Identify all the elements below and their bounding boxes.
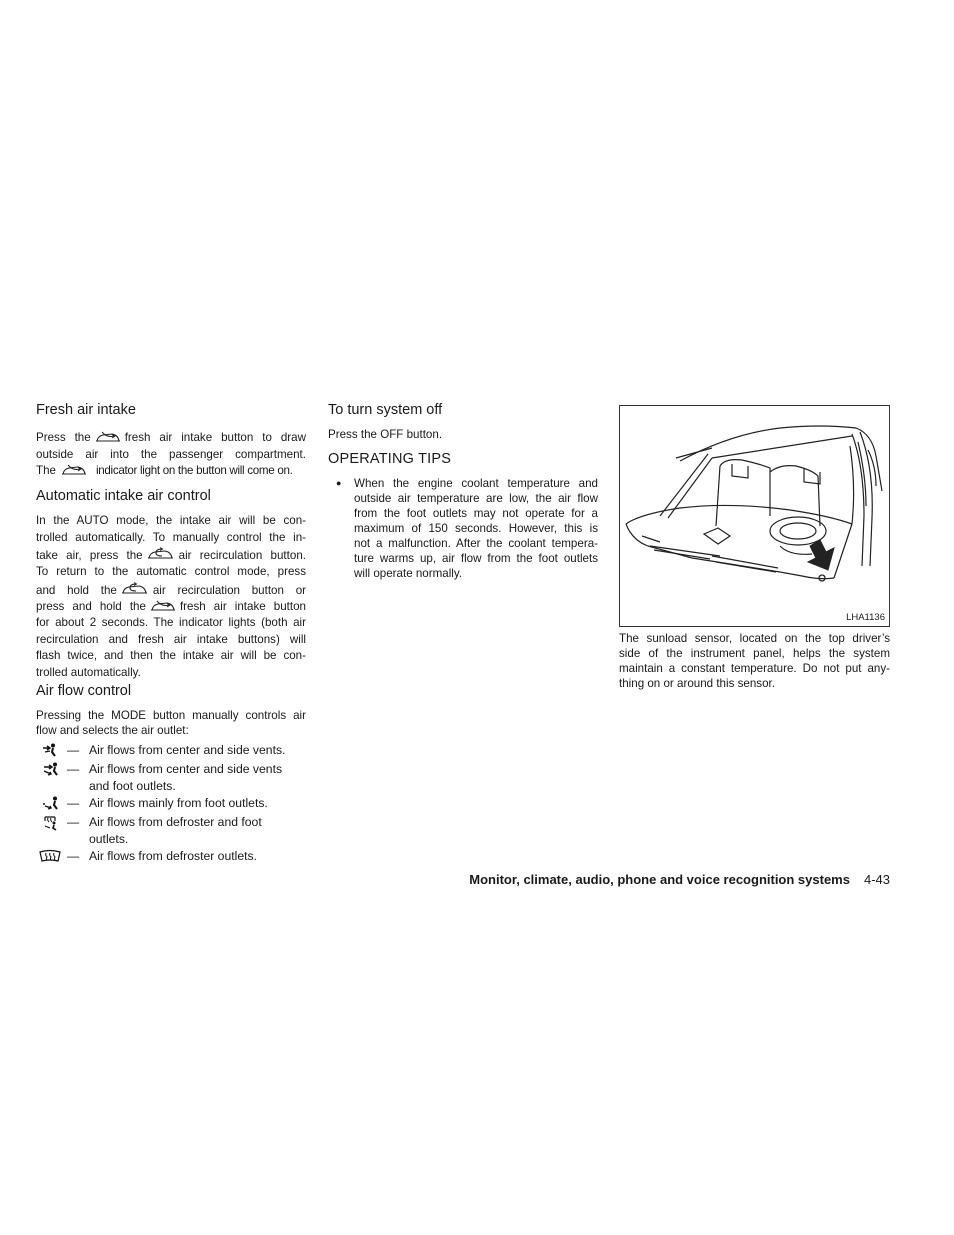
- fresh-air-intake-icon: [94, 430, 122, 444]
- list-item: — Air flows from defroster and foot outlets.: [36, 814, 306, 848]
- turn-off-heading: To turn system off: [328, 402, 443, 418]
- list-item: — Air flows from center and side vents and foot outlets.: [36, 761, 306, 795]
- sensor-arrow: [808, 540, 834, 570]
- page-footer: [469, 872, 890, 887]
- vent-defrost-foot-icon: [42, 815, 60, 836]
- footer-section-title: Monitor, climate, audio, phone and voice recognition systems: [469, 872, 850, 887]
- auto-intake-paragraph: In the AUTO mode, the intake air will be con- trolled automatically. To manually control the in- take air, press the air recirculation button. To return to the automatic control mode, press and hold the air recirculation button or press and hold the fresh air intake button for about 2 seconds. The indicator lights (both air recirculation and fresh air intake buttons) will flash twice, and then the intake air will be con- trolled automatically.: [36, 514, 306, 679]
- vent-foot-icon: [42, 796, 62, 815]
- fresh-air-heading: Fresh air intake: [36, 402, 136, 418]
- figure-label: LHA1136: [846, 612, 885, 623]
- air-flow-paragraph: Pressing the MODE button manually controls air flow and selects the air outlet:: [36, 709, 306, 737]
- fresh-air-intake-icon: [149, 599, 177, 613]
- air-recirculation-icon: [146, 546, 176, 562]
- sunload-sensor-caption: The sunload sensor, located on the top driver’s side of the instrument panel, helps the system maintain a constant temperature. Do not put any- thing on or around this sensor.: [619, 632, 890, 690]
- air-recirculation-icon: [120, 581, 150, 597]
- fresh-air-paragraph: Press the fresh air intake button to draw outside air into the passenger compartment. The indicator light on the button will come on.: [36, 431, 306, 477]
- fresh-air-intake-icon: [60, 463, 88, 477]
- vent-face-icon: [42, 743, 60, 762]
- turn-off-text: Press the OFF button.: [328, 428, 443, 441]
- car-interior-illustration: [620, 406, 889, 626]
- air-flow-heading: Air flow control: [36, 683, 132, 699]
- operating-tips-heading: OPERATING TIPS: [328, 451, 452, 467]
- defroster-icon: [39, 849, 61, 868]
- page-number: 4-43: [863, 872, 890, 887]
- vent-bilevel-icon: [42, 762, 62, 781]
- list-item: — Air flows mainly from foot outlets.: [36, 795, 306, 811]
- list-item: — Air flows from defroster outlets.: [36, 848, 306, 864]
- auto-intake-heading: Automatic intake air control: [36, 488, 211, 504]
- sunload-sensor-figure: [619, 405, 890, 627]
- list-item: — Air flows from center and side vents.: [36, 742, 306, 758]
